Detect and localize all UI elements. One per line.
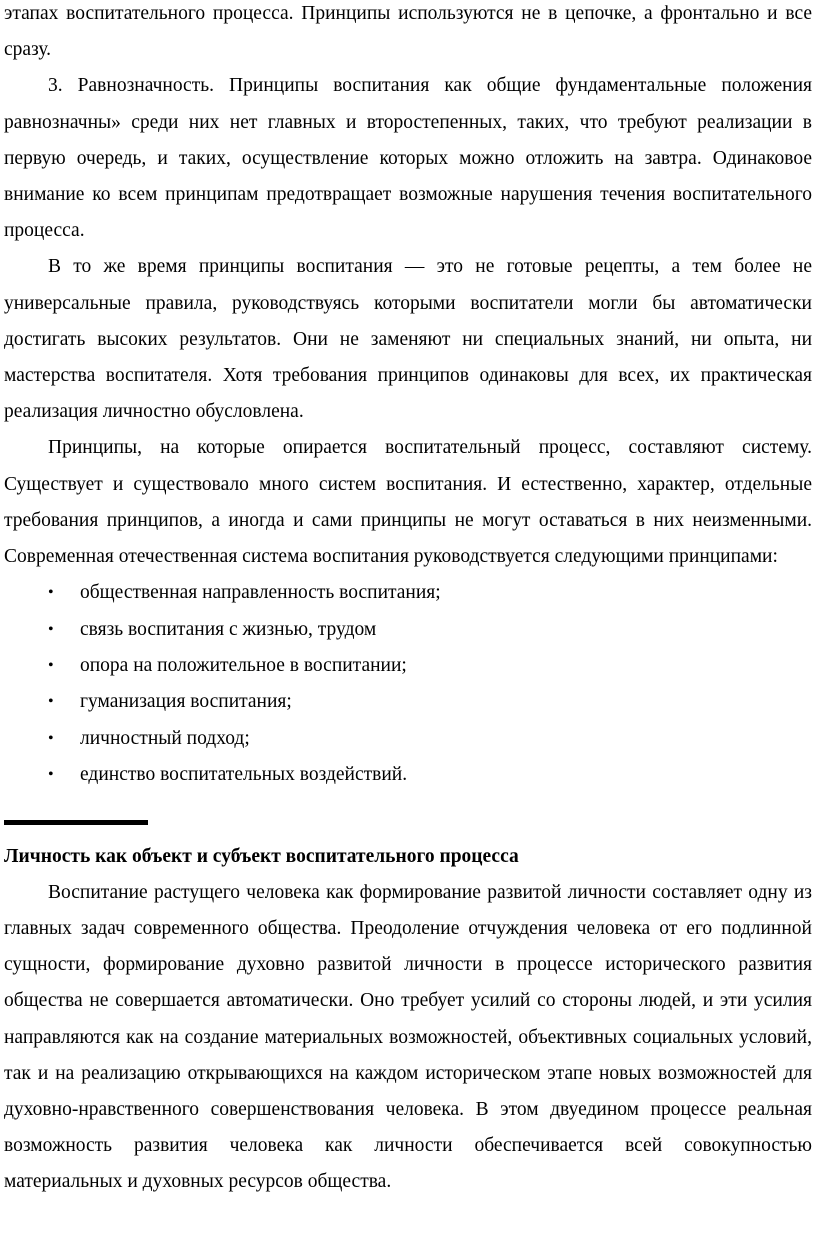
paragraph-not-recipes: В то же время принципы воспитания — это не готовые рецепты, а тем более не универсальные правила, руководствуясь которыми воспитатели могли бы автоматически достигать высоких результатов. Они не заменяют ни специальных знаний, ни опыта, ни мастерства воспитателя. Хотя требования принципов одинаковы для всех, их практическая реализация личностно обусловлена. — [4, 256, 812, 423]
bullet-icon: • — [48, 620, 54, 638]
paragraph-system: Принципы, на которые опирается воспитательный процесс, составляют систему. Существует и существовало много систем воспитания. И естественно, характер, отдельные требования принципов, а иногда и сами принципы не могут оставаться в них неизменными. Современная отечественная система воспитания руководствуется следующими принципами: — [4, 437, 812, 568]
list-item-text: связь воспитания с жизнью, трудом — [80, 618, 377, 640]
document-page — [4, 0, 812, 1201]
list-item — [4, 721, 812, 757]
bullet-icon: • — [48, 693, 54, 711]
section-heading: Личность как объект и субъект воспитательного процесса — [4, 845, 519, 867]
principles-list — [4, 575, 812, 793]
paragraph-equivalence: 3. Равнозначность. Принципы воспитания как общие фундаментальные положения равнозначны» среди них нет главных и второстепенных, таких, что требуют реализации в первую очередь, и таких, осуществление которых можно отложить на завтра. Одинаковое внимание ко всем принципам предотвращает возможные нарушения течения воспитательного процесса. — [4, 75, 812, 242]
bullet-icon: • — [48, 766, 54, 784]
list-item-text: опора на положительное в воспитании; — [80, 655, 407, 677]
list-item — [4, 684, 812, 720]
section-divider — [4, 820, 148, 825]
list-item — [4, 612, 812, 648]
list-item — [4, 757, 812, 793]
bullet-icon: • — [48, 657, 54, 675]
bullet-icon: • — [48, 729, 54, 747]
list-item-text: общественная направленность воспитания; — [80, 582, 441, 604]
paragraph-personality: Воспитание растущего человека как формирование развитой личности составляет одну из главных задач современного общества. Преодоление отчуждения человека от его подлинной сущности, формирование духовно развитой личности в процессе исторического развития общества не совершается автоматически. Оно требует усилий со стороны людей, и эти усилия направляются как на создание материальных возможностей, объективных социальных условий, так и на реализацию открывающихся на каждом историческом этапе новых возможностей для духовно-нравственного совершенствования человека. В этом двуедином процессе реальная возможность развития человека как личности обеспечивается всей совокупностью материальных и духовных ресурсов общества. — [4, 881, 812, 1193]
list-item-text: гуманизация воспитания; — [80, 691, 292, 713]
paragraph-continuation: этапах воспитательного процесса. Принципы используются не в цепочке, а фронтально и все сразу. — [4, 3, 812, 61]
list-item — [4, 575, 812, 611]
list-item-text: единство воспитательных воздействий. — [80, 764, 408, 786]
list-item — [4, 648, 812, 684]
bullet-icon: • — [48, 584, 54, 602]
list-item-text: личностный подход; — [80, 727, 250, 749]
